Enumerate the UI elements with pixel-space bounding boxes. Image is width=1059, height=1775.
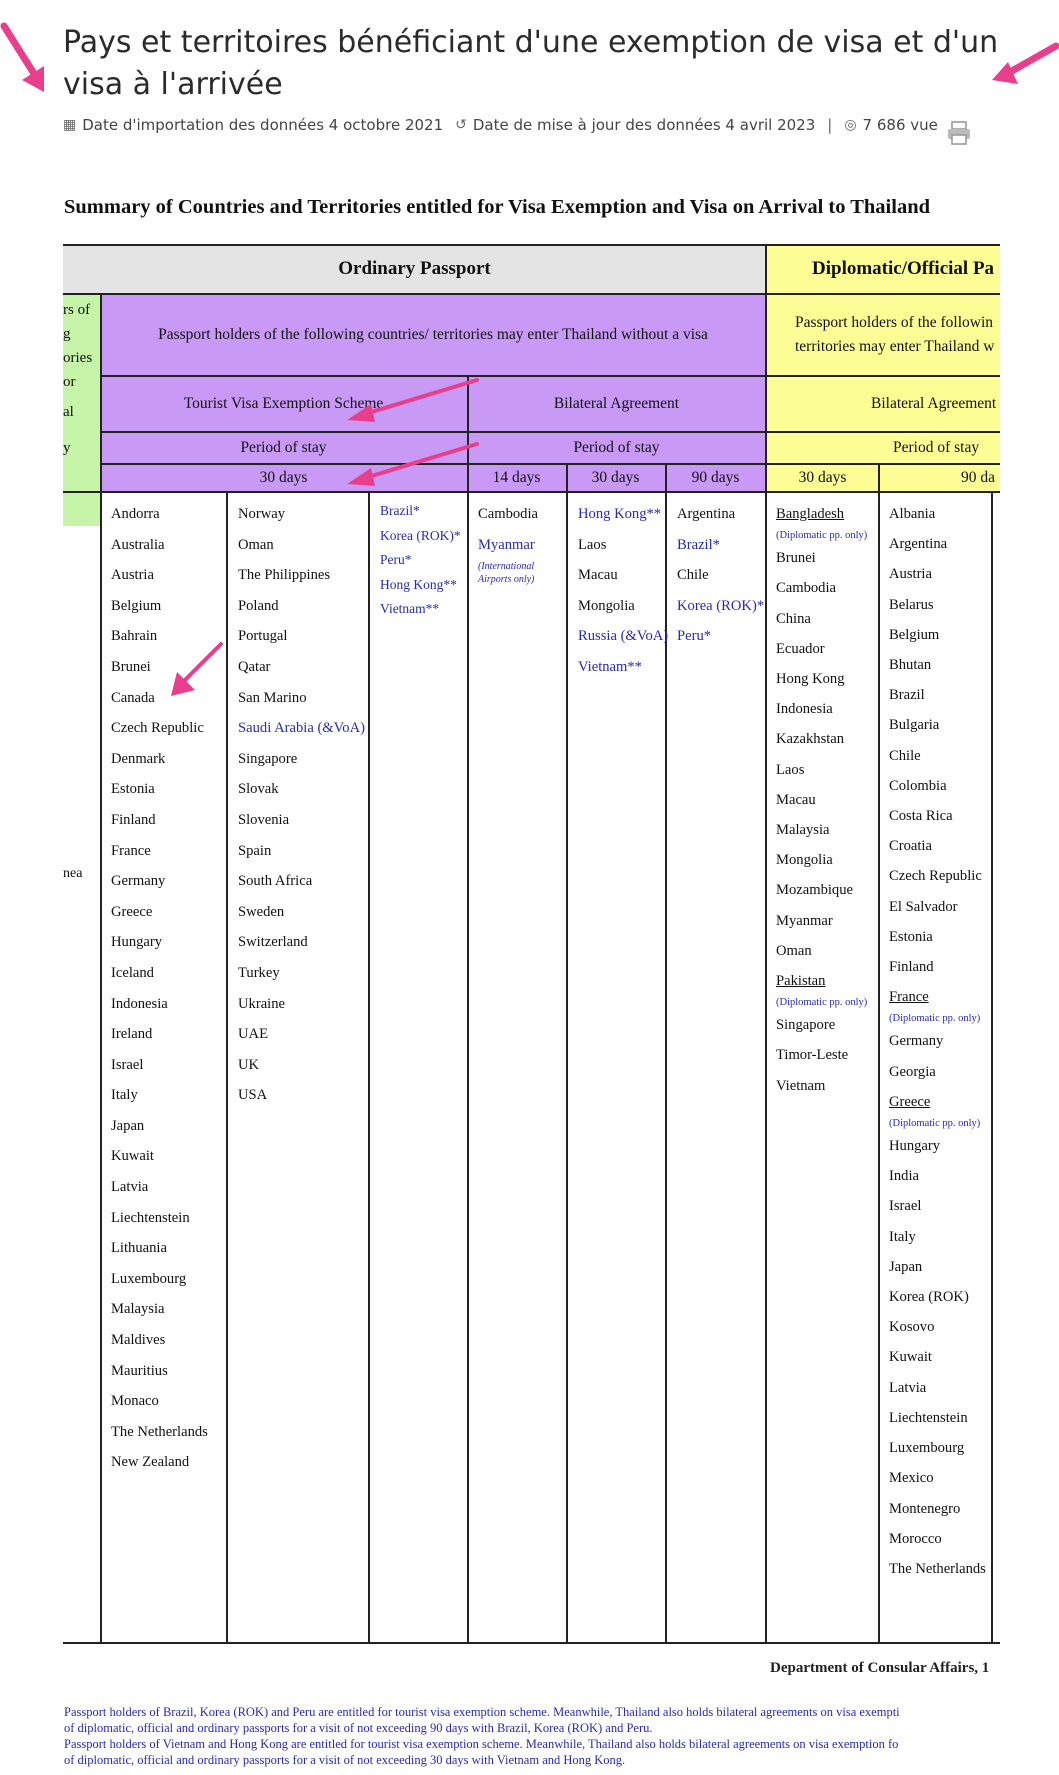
list-item: Czech Republic xyxy=(111,720,204,737)
grid-line xyxy=(63,244,1000,246)
list-item: Latvia xyxy=(889,1379,927,1396)
list-item: Saudi Arabia (&VoA) xyxy=(238,720,366,737)
page-title: Pays et territoires bénéficiant d'une exemption de visa et d'un visa à l'arrivée xyxy=(63,25,999,102)
annotation-arrow-icon xyxy=(167,640,227,700)
footnote-line: of diplomatic, official and ordinary passports for a visit of not exceeding 90 days with Brazil, Korea (ROK) and Peru. xyxy=(64,1721,653,1735)
list-item: Mongolia xyxy=(578,597,635,614)
list-item: The Netherlands xyxy=(889,1560,986,1577)
list-item: Malaysia xyxy=(111,1301,165,1318)
list-item: Peru* xyxy=(677,628,712,645)
list-item: Mauritius xyxy=(111,1362,168,1379)
list-item: Albania xyxy=(889,506,936,522)
list-item: Hungary xyxy=(889,1138,941,1155)
list-item-note: (Diplomatic pp. only) xyxy=(776,530,868,542)
list-item: Spain xyxy=(238,842,272,859)
list-item: Costa Rica xyxy=(889,808,953,825)
list-item: UAE xyxy=(238,1026,268,1043)
list-item: Myanmar xyxy=(478,536,535,553)
list-item: Slovak xyxy=(238,781,279,798)
left-partial-text-4: or xyxy=(63,374,76,390)
ordinary-passport-header: Ordinary Passport xyxy=(63,244,766,294)
list-item: Chile xyxy=(677,567,709,584)
list-item: The Philippines xyxy=(238,567,331,584)
days-90-dip: 90 da xyxy=(879,464,1000,492)
list-item: Norway xyxy=(238,506,286,522)
list-item: Ukraine xyxy=(238,995,286,1012)
annotation-arrow-icon xyxy=(343,440,483,490)
grid-line xyxy=(63,1642,1000,1644)
list-item: Belgium xyxy=(889,626,940,643)
list-item: Japan xyxy=(111,1117,145,1134)
list-item: Belgium xyxy=(111,597,162,614)
list-item: Austria xyxy=(111,567,154,584)
list-item: Cambodia xyxy=(478,506,538,522)
list-item: India xyxy=(889,1168,919,1185)
list-item: Hong Kong** xyxy=(380,576,457,592)
list-item: Peru* xyxy=(380,552,412,567)
list-item: Chile xyxy=(889,747,921,764)
list-item: Indonesia xyxy=(776,701,833,718)
list-item: Czech Republic xyxy=(889,868,982,885)
diplomatic-description-line-2: territories may enter Thailand w xyxy=(795,338,995,355)
list-item: Korea (ROK)* xyxy=(677,597,765,614)
list-item: Lithuania xyxy=(111,1240,167,1257)
list-item: Austria xyxy=(889,566,932,583)
list-item: Germany xyxy=(111,873,166,890)
list-item: Monaco xyxy=(111,1393,159,1410)
list-item: Kuwait xyxy=(889,1349,932,1366)
list-item: Macau xyxy=(776,791,816,808)
list-item: Macau xyxy=(578,567,618,584)
page-meta xyxy=(63,116,938,134)
footnotes xyxy=(64,1704,1009,1768)
grid-line xyxy=(765,244,767,1644)
grid-line xyxy=(100,375,1000,377)
grid-line xyxy=(467,376,469,1644)
list-item: Brunei xyxy=(111,658,151,675)
list-item: Oman xyxy=(776,942,812,959)
list-item: Andorra xyxy=(111,506,160,522)
left-partial-text-3: ories xyxy=(63,350,93,366)
list-item: China xyxy=(776,610,811,627)
list-item: Bulgaria xyxy=(889,717,940,734)
list-item: Israel xyxy=(889,1198,922,1215)
corner-arrow-left-icon xyxy=(0,22,50,92)
left-partial-text-2: g xyxy=(63,326,71,342)
list-item: Italy xyxy=(889,1228,916,1245)
grid-line xyxy=(100,294,102,1644)
list-item-note: (Diplomatic pp. only) xyxy=(889,1013,981,1025)
list-item: Laos xyxy=(578,536,607,553)
list-item: Greece xyxy=(111,903,153,920)
list-item: Myanmar xyxy=(776,912,833,929)
grid-line xyxy=(63,293,1000,295)
list-item: San Marino xyxy=(238,689,307,706)
list-item: Kosovo xyxy=(889,1319,935,1336)
list-item: Finland xyxy=(111,811,156,828)
tourist-column-2 xyxy=(238,499,365,1111)
list-item: Singapore xyxy=(776,1017,836,1034)
list-item: Singapore xyxy=(238,750,298,767)
list-item: Italy xyxy=(111,1087,138,1104)
tourist-scheme-header: Tourist Visa Exemption Scheme xyxy=(100,376,467,432)
list-item: Georgia xyxy=(889,1063,936,1080)
list-item: Brazil xyxy=(889,687,925,704)
list-item: Turkey xyxy=(238,964,280,981)
list-item: Brazil* xyxy=(380,503,420,518)
list-item: Pakistan xyxy=(776,973,826,990)
days-30-dip: 30 days xyxy=(766,464,879,492)
list-item: Korea (ROK) xyxy=(889,1289,969,1306)
list-item: USA xyxy=(238,1087,268,1104)
period-of-stay-tourist: Period of stay xyxy=(100,432,467,464)
grid-line xyxy=(991,492,993,1644)
calendar-icon: ▦ xyxy=(63,117,77,133)
list-item: Kazakhstan xyxy=(776,731,845,748)
update-date: Date de mise à jour des données 4 avril 2023 xyxy=(472,116,816,134)
list-item: France xyxy=(889,989,929,1006)
grid-line xyxy=(100,431,1000,433)
list-item: Vietnam** xyxy=(578,658,642,675)
list-item: Oman xyxy=(238,536,274,553)
list-item: Denmark xyxy=(111,750,166,767)
list-item: Korea (ROK)* xyxy=(380,527,461,543)
list-item: Colombia xyxy=(889,777,947,794)
meta-separator: | xyxy=(827,116,833,134)
list-item: Argentina xyxy=(889,536,948,553)
diplomatic-description xyxy=(766,294,1000,376)
list-item-note: Airports only) xyxy=(478,574,535,586)
list-item: Hungary xyxy=(111,934,163,951)
list-item: Israel xyxy=(111,1056,144,1073)
list-item: UK xyxy=(238,1056,260,1073)
list-item: Kuwait xyxy=(111,1148,154,1165)
grid-line xyxy=(878,464,880,1644)
list-item: Brazil* xyxy=(677,536,720,553)
list-item: The Netherlands xyxy=(111,1423,208,1440)
left-partial-days xyxy=(63,464,100,492)
document-title: Summary of Countries and Territories entitled for Visa Exemption and Visa on Arrival to Thailand xyxy=(64,196,931,218)
footnote-line: Passport holders of Brazil, Korea (ROK) and Peru are entitled for tourist visa exemption scheme. Meanwhile, Thailand also holds bilateral agreements on visa exempti xyxy=(64,1705,900,1719)
left-partial-text-7: nea xyxy=(63,866,83,881)
view-count: 7 686 vue xyxy=(862,116,938,134)
list-item: Morocco xyxy=(889,1530,942,1547)
list-item: Liechtenstein xyxy=(889,1409,968,1426)
list-item: Argentina xyxy=(677,506,736,522)
history-icon: ↺ xyxy=(455,117,467,133)
list-item: Estonia xyxy=(111,781,155,798)
list-item-note: (Diplomatic pp. only) xyxy=(889,1118,981,1130)
list-item: Sweden xyxy=(238,903,285,920)
left-partial-text-1: rs of xyxy=(63,302,91,318)
list-item: France xyxy=(111,842,151,859)
list-item: South Africa xyxy=(238,873,313,890)
list-item: Mongolia xyxy=(776,852,833,869)
list-item: Japan xyxy=(889,1258,923,1275)
days-30-bilateral: 30 days xyxy=(566,464,665,492)
list-item: Australia xyxy=(111,536,165,553)
list-item: Bhutan xyxy=(889,657,932,674)
list-item: Poland xyxy=(238,597,279,614)
list-item: Ireland xyxy=(111,1026,153,1043)
list-item: Mexico xyxy=(889,1470,934,1487)
list-item: Qatar xyxy=(238,658,271,675)
visa-table xyxy=(63,244,1000,1644)
list-item: Hong Kong xyxy=(776,671,845,688)
diplomatic-passport-header: Diplomatic/Official Pa xyxy=(766,244,1000,294)
grid-line xyxy=(100,463,1000,465)
list-item: Luxembourg xyxy=(111,1270,187,1287)
list-item: Liechtenstein xyxy=(111,1209,190,1226)
eye-icon: ◎ xyxy=(844,117,857,133)
print-icon[interactable] xyxy=(946,120,972,146)
list-item: Germany xyxy=(889,1033,944,1050)
footnote-line: of diplomatic, official and ordinary passports for a visit of not exceeding 30 days with Vietnam and Hong Kong. xyxy=(64,1753,626,1767)
grid-line xyxy=(566,464,568,1644)
list-item: Montenegro xyxy=(889,1500,961,1517)
days-14: 14 days xyxy=(467,464,566,492)
diplomatic-90-days-column xyxy=(889,499,986,1584)
list-item: Vietnam** xyxy=(380,601,440,616)
ordinary-description: Passport holders of the following countries/ territories may enter Thailand without a visa xyxy=(100,294,766,376)
footnote-line: Passport holders of Vietnam and Hong Kong are entitled for tourist visa exemption scheme. Meanwhile, Thailand also holds bilateral agreements on visa exemption fo xyxy=(64,1737,899,1751)
list-item: Maldives xyxy=(111,1332,166,1349)
left-partial-text-5: al xyxy=(63,404,74,420)
department-credit: Department of Consular Affairs, 1 xyxy=(770,1660,990,1676)
list-item: Bangladesh xyxy=(776,506,845,522)
list-item: Switzerland xyxy=(238,934,308,951)
left-partial-text-6: y xyxy=(63,440,71,456)
list-item: Latvia xyxy=(111,1179,149,1196)
annotation-arrow-icon xyxy=(343,376,483,426)
list-item: Portugal xyxy=(238,628,288,645)
list-item: Brunei xyxy=(776,550,816,567)
bilateral-agreement-header: Bilateral Agreement xyxy=(467,376,766,432)
list-item: Vietnam xyxy=(776,1077,826,1094)
bilateral-agreement-dip-header: Bilateral Agreement xyxy=(766,376,1000,432)
bilateral-14-days-column xyxy=(478,499,563,586)
days-30-tourist: 30 days xyxy=(100,464,467,492)
diplomatic-description-line-1: Passport holders of the followin xyxy=(795,314,994,331)
list-item: Luxembourg xyxy=(889,1440,965,1457)
list-item: Bahrain xyxy=(111,628,158,645)
bilateral-30-days-column xyxy=(578,499,668,683)
list-item-note: (International xyxy=(478,561,535,573)
diplomatic-30-days-column xyxy=(776,499,867,1101)
list-item: Ecuador xyxy=(776,640,825,657)
grid-line xyxy=(368,492,370,1644)
list-item: Estonia xyxy=(889,928,933,945)
grid-line xyxy=(63,491,1000,493)
list-item: Russia (&VoA) xyxy=(578,628,669,645)
list-item: Cambodia xyxy=(776,580,836,597)
list-item: Malaysia xyxy=(776,822,830,839)
list-item: Iceland xyxy=(111,964,154,981)
import-date: Date d'importation des données 4 octobre 2021 xyxy=(82,116,444,134)
list-item: Greece xyxy=(889,1093,931,1110)
list-item: El Salvador xyxy=(889,898,958,915)
list-item: Hong Kong** xyxy=(578,506,662,522)
list-item: Indonesia xyxy=(111,995,168,1012)
list-item: Croatia xyxy=(889,838,932,855)
list-item: Laos xyxy=(776,761,805,778)
list-item: Mozambique xyxy=(776,882,854,899)
list-item: Finland xyxy=(889,959,934,976)
list-item: Canada xyxy=(111,689,155,706)
tourist-column-3 xyxy=(380,499,461,622)
list-item: Slovenia xyxy=(238,811,290,828)
list-item-note: (Diplomatic pp. only) xyxy=(776,997,868,1009)
period-of-stay-bilateral: Period of stay xyxy=(467,432,766,464)
bilateral-90-days-column xyxy=(677,499,764,652)
period-of-stay-dip: Period of stay xyxy=(766,432,1000,464)
list-item: Timor-Leste xyxy=(776,1047,849,1064)
list-item: Belarus xyxy=(889,596,934,613)
days-90-bilateral: 90 days xyxy=(665,464,766,492)
list-item: New Zealand xyxy=(111,1454,190,1471)
